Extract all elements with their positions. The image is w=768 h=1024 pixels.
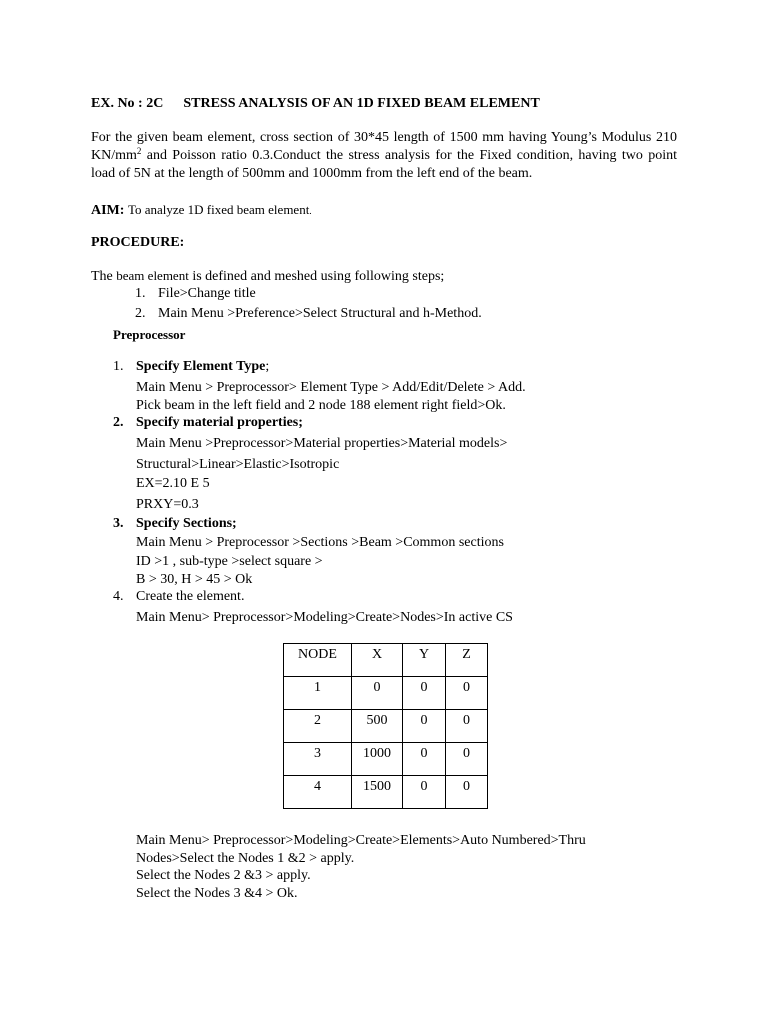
table-cell: 0: [446, 677, 488, 710]
table-cell: 0: [403, 677, 446, 710]
table-row: [284, 710, 488, 743]
instruction-line: Nodes>Select the Nodes 1 &2 > apply.: [136, 851, 355, 866]
procedure-heading: PROCEDURE:: [91, 235, 185, 250]
table-cell: 0: [446, 710, 488, 743]
list-item: [135, 285, 256, 302]
instruction-line: Main Menu> Preprocessor>Modeling>Create>Elements>Auto Numbered>Thru: [136, 833, 586, 848]
procedure-intro: [91, 267, 444, 285]
section-line: Main Menu> Preprocessor>Modeling>Create>Nodes>In active CS: [136, 610, 513, 625]
section-title-suffix: ;: [265, 359, 270, 374]
section-line: B > 30, H > 45 > Ok: [136, 572, 253, 587]
section-line: Pick beam in the left field and 2 node 188 element right field>Ok.: [136, 398, 506, 413]
intro-b: beam element: [116, 268, 189, 283]
section-title: Specify material properties;: [136, 415, 303, 430]
table-header-row: [284, 644, 488, 677]
node-coordinates-table: [283, 643, 488, 809]
table-header-cell: Y: [403, 644, 446, 677]
list-number: 1.: [135, 286, 146, 301]
exercise-number: EX. No : 2C: [91, 96, 164, 111]
table-cell: 0: [446, 776, 488, 809]
section-number: 2.: [113, 415, 124, 430]
table-cell: 2: [284, 710, 352, 743]
table-cell: 0: [403, 776, 446, 809]
list-number: 2.: [135, 306, 146, 321]
exercise-heading: STRESS ANALYSIS OF AN 1D FIXED BEAM ELEMENT: [183, 96, 540, 111]
table-row: [284, 743, 488, 776]
table-header-cell: X: [352, 644, 403, 677]
section-title-text: Specify Element Type: [136, 359, 266, 374]
table-cell: 0: [403, 710, 446, 743]
table-cell: 0: [352, 677, 403, 710]
section-number: 1.: [113, 359, 124, 374]
list-text: File>Change title: [158, 286, 256, 301]
list-item: [135, 305, 482, 322]
superscript-2: 2: [136, 146, 142, 156]
table-header-cell: NODE: [284, 644, 352, 677]
table-row: [284, 677, 488, 710]
table-cell: 1: [284, 677, 352, 710]
section-line: Structural>Linear>Elastic>Isotropic: [136, 457, 340, 472]
aim-line: [91, 201, 312, 220]
problem-text-part2: and Poisson ratio 0.3.Conduct the stress analysis for the Fixed condition, having two point load of 5N at the length of 500mm and 1000mm from the left end of the beam.: [91, 148, 677, 181]
aim-dot: .: [309, 206, 312, 216]
table-cell: 1000: [352, 743, 403, 776]
table-cell: 1500: [352, 776, 403, 809]
problem-statement: [91, 129, 677, 183]
section-number: 3.: [113, 516, 124, 531]
section-line: Main Menu >Preprocessor>Material properties>Material models>: [136, 436, 508, 451]
aim-text: To analyze 1D fixed beam element: [127, 202, 310, 217]
section-number: 4.: [113, 589, 124, 604]
table-cell: 0: [446, 743, 488, 776]
list-text: Main Menu >Preference>Select Structural and h-Method.: [158, 306, 482, 321]
section-title: [136, 358, 269, 375]
intro-a: The: [91, 269, 117, 284]
section-line: Main Menu > Preprocessor >Sections >Beam >Common sections: [136, 535, 504, 550]
table-cell: 4: [284, 776, 352, 809]
table-row: [284, 776, 488, 809]
intro-c: is defined and meshed using following steps;: [188, 269, 445, 284]
table-cell: 3: [284, 743, 352, 776]
aim-label: AIM:: [91, 203, 125, 218]
table-header-cell: Z: [446, 644, 488, 677]
problem-text-part1: For the given beam element, cross section of 30*45 length of 1500 mm having Young’s Modulus 210 KN/mm: [91, 130, 677, 163]
section-line: PRXY=0.3: [136, 497, 199, 512]
exercise-title: [91, 95, 540, 112]
instruction-line: Select the Nodes 2 &3 > apply.: [136, 868, 311, 883]
section-title: Specify Sections;: [136, 516, 237, 531]
section-line: Main Menu > Preprocessor> Element Type > Add/Edit/Delete > Add.: [136, 380, 526, 395]
table-cell: 0: [403, 743, 446, 776]
section-line: EX=2.10 E 5: [136, 476, 210, 491]
preprocessor-heading: Preprocessor: [113, 327, 186, 342]
instruction-line: Select the Nodes 3 &4 > Ok.: [136, 886, 298, 901]
section-line: ID >1 , sub-type >select square >: [136, 554, 323, 569]
section-title: Create the element.: [136, 589, 245, 604]
table-cell: 500: [352, 710, 403, 743]
